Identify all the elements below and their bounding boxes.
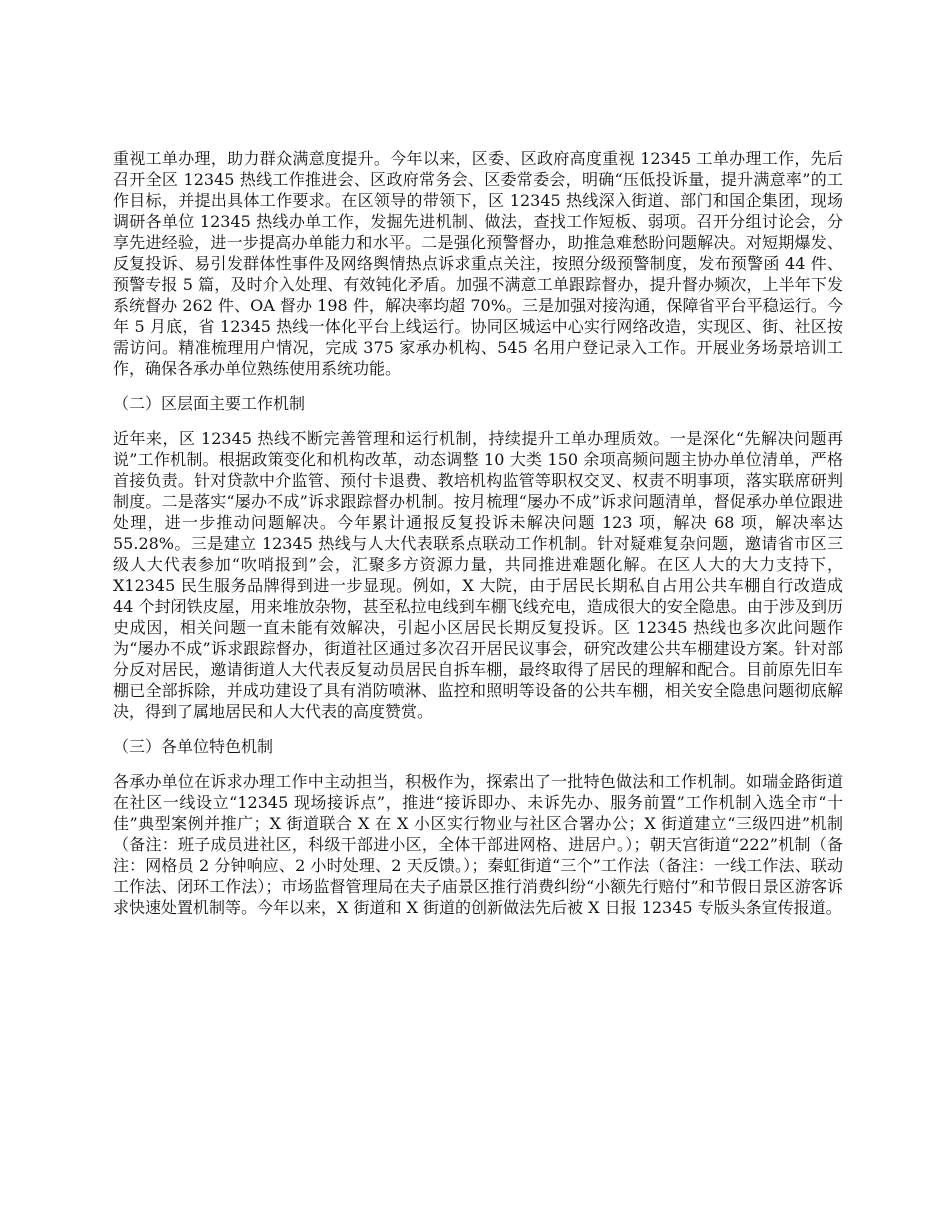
section-heading-3: （三）各单位特色机制	[113, 737, 274, 756]
body-paragraph-3: 各承办单位在诉求办理工作中主动担当，积极作为，探索出了一批特色做法和工作机制。如瑞金路街道在社区一线设立“12345 现场接诉点”，推进“接诉即办、未诉先办、服务前置”工作机制入选全市“十佳”典型案例并推广；X 街道联合 X 在 X 小区实行物业与社区合署办公；X 街道建立“三级四进”机制（备注：班子成员进社区，科级干部进小区，全体干部进网格、进居户。）；朝天宫街道“222”机制（备注：网格员 2 分钟响应、2 小时处理、2 天反馈。）；秦虹街道“三个”工作法（备注：一线工作法、联动工作法、闭环工作法）；市场监督管理局在夫子庙景区推行消费纠纷“小额先行赔付”和节假日景区游客诉求快速处置机制等。今年以来，X 街道和 X 街道的创新做法先后被 X 日报 12345 专版头条宣传报道。	[113, 772, 843, 917]
section-heading-2: （二）区层面主要工作机制	[113, 394, 306, 413]
body-paragraph-2: 近年来，区 12345 热线不断完善管理和运行机制，持续提升工单办理质效。一是深化“先解决问题再说”工作机制。根据政策变化和机构改革，动态调整 10 大类 150 余项高频问题主协办单位清单，严格首接负责。针对贷款中介监管、预付卡退费、教培机构监管等职权交叉、权责不明事项，落实联席研判制度。二是落实“屡办不成”诉求跟踪督办机制。按月梳理“屡办不成”诉求问题清单，督促承办单位跟进处理，进一步推动问题解决。今年累计通报反复投诉未解决问题 123 项，解决 68 项，解决率达 55.28%。三是建立 12345 热线与人大代表联系点联动工作机制。针对疑难复杂问题，邀请省市区三级人大代表参加“吹哨报到”会，汇聚多方资源力量，共同推进难题化解。在区人大的大力支持下，X12345 民生服务品牌得到进一步显现。例如，X 大院，由于居民长期私自占用公共车棚自行改造成 44 个封闭铁皮屋，用来堆放杂物，甚至私拉电线到车棚飞线充电，造成很大的安全隐患。由于涉及到历史成因，相关问题一直未能有效解决，引起小区居民长期反复投诉。区 12345 热线也多次此问题作为“屡办不成”诉求跟踪督办，街道社区通过多次召开居民议事会，研究改建公共车棚建设方案。针对部分反对居民，邀请街道人大代表反复动员居民自拆车棚，最终取得了居民的理解和配合。目前原先旧车棚已全部拆除，并成功建设了具有消防喷淋、监控和照明等设备的公共车棚，相关安全隐患问题彻底解决，得到了属地居民和人大代表的高度赞赏。	[113, 429, 843, 721]
document-page	[113, 148, 843, 932]
body-paragraph-1: 重视工单办理，助力群众满意度提升。今年以来，区委、区政府高度重视 12345 工单办理工作，先后召开全区 12345 热线工作推进会、区政府常务会、区委常委会，明确“压低投诉量，提升满意率”的工作目标，并提出具体工作要求。在区领导的带领下，区 12345 热线深入街道、部门和国企集团，现场调研各单位 12345 热线办单工作，发掘先进机制、做法，查找工作短板、弱项。召开分组讨论会，分享先进经验，进一步提高办单能力和水平。二是强化预警督办，助推急难愁盼问题解决。对短期爆发、反复投诉、易引发群体性事件及网络舆情热点诉求重点关注，按照分级预警制度，发布预警函 44 件、预警专报 5 篇，及时介入处理、有效钝化矛盾。加强不满意工单跟踪督办，提升督办频次，上半年下发系统督办 262 件、OA 督办 198 件，解决率均超 70%。三是加强对接沟通，保障省平台平稳运行。今年 5 月底，省 12345 热线一体化平台上线运行。协同区城运中心实行网络改造，实现区、街、社区按需访问。精准梳理用户情况，完成 375 家承办机构、545 名用户登记录入工作。开展业务场景培训工作，确保各承办单位熟练使用系统功能。	[113, 149, 843, 378]
